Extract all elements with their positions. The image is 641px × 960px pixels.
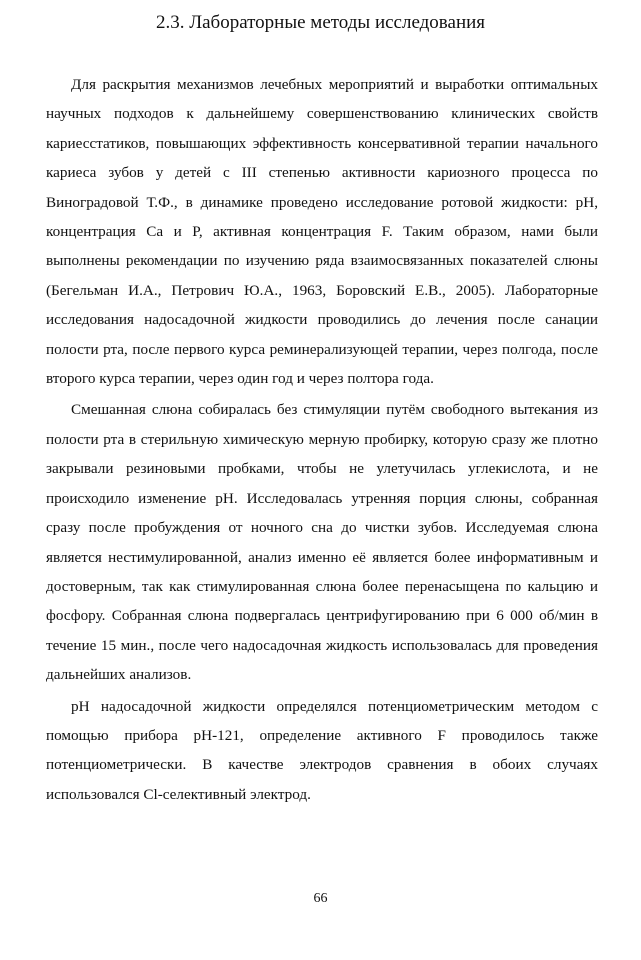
paragraph-1: Для раскрытия механизмов лечебных мероприятий и выработки оптимальных научных подходов к дальнейшему совершенствованию клинических свойств кариесстатиков, повышающих эффективность консервативной терапии начального кариеса зубов у детей с III степенью активности кариозного процесса по Виноградовой Т.Ф., в динамике проведено исследование ротовой жидкости: pH, концентрация Са и Р, активная концентрация F. Таким образом, нами были выполнены рекомендации по изучению ряда взаимосвязанных показателей слюны (Бегельман И.А., Петрович Ю.А., 1963, Боровский Е.В., 2005). Лабораторные исследования надосадочной жидкости проводились до лечения после санации полости рта, после первого курса реминерализующей терапии, через полгода, после второго курса терапии, через один год и через полтора года. — [46, 76, 598, 388]
page-number: 66 — [313, 891, 328, 906]
paragraph-2: Смешанная слюна собиралась без стимуляции путём свободного вытекания из полости рта в стерильную химическую мерную пробирку, которую сразу же плотно закрывали резиновыми пробками, чтобы не улетучилась углекислота, и не происходило изменение pH. Исследовалась утренняя порция слюны, собранная сразу после пробуждения от ночного сна до чистки зубов. Исследуемая слюна является нестимулированной, анализ именно её является более информативным и достоверным, так как стимулированная слюна более перенасыщена по кальцию и фосфору. Собранная слюна подвергалась центрифугированию при 6 000 об/мин в течение 15 мин., после чего надосадочная жидкость использовалась для проведения дальнейших анализов. — [46, 401, 598, 684]
paragraph-3: pH надосадочной жидкости определялся потенциометрическим методом с помощью прибора pH-121, определение активного F проводилось также потенциометрически. В качестве электродов сравнения в обоих случаях использовался Cl-селективный электрод. — [46, 697, 598, 803]
section-heading: 2.3. Лабораторные методы исследования — [155, 12, 486, 33]
body-text — [46, 70, 598, 809]
